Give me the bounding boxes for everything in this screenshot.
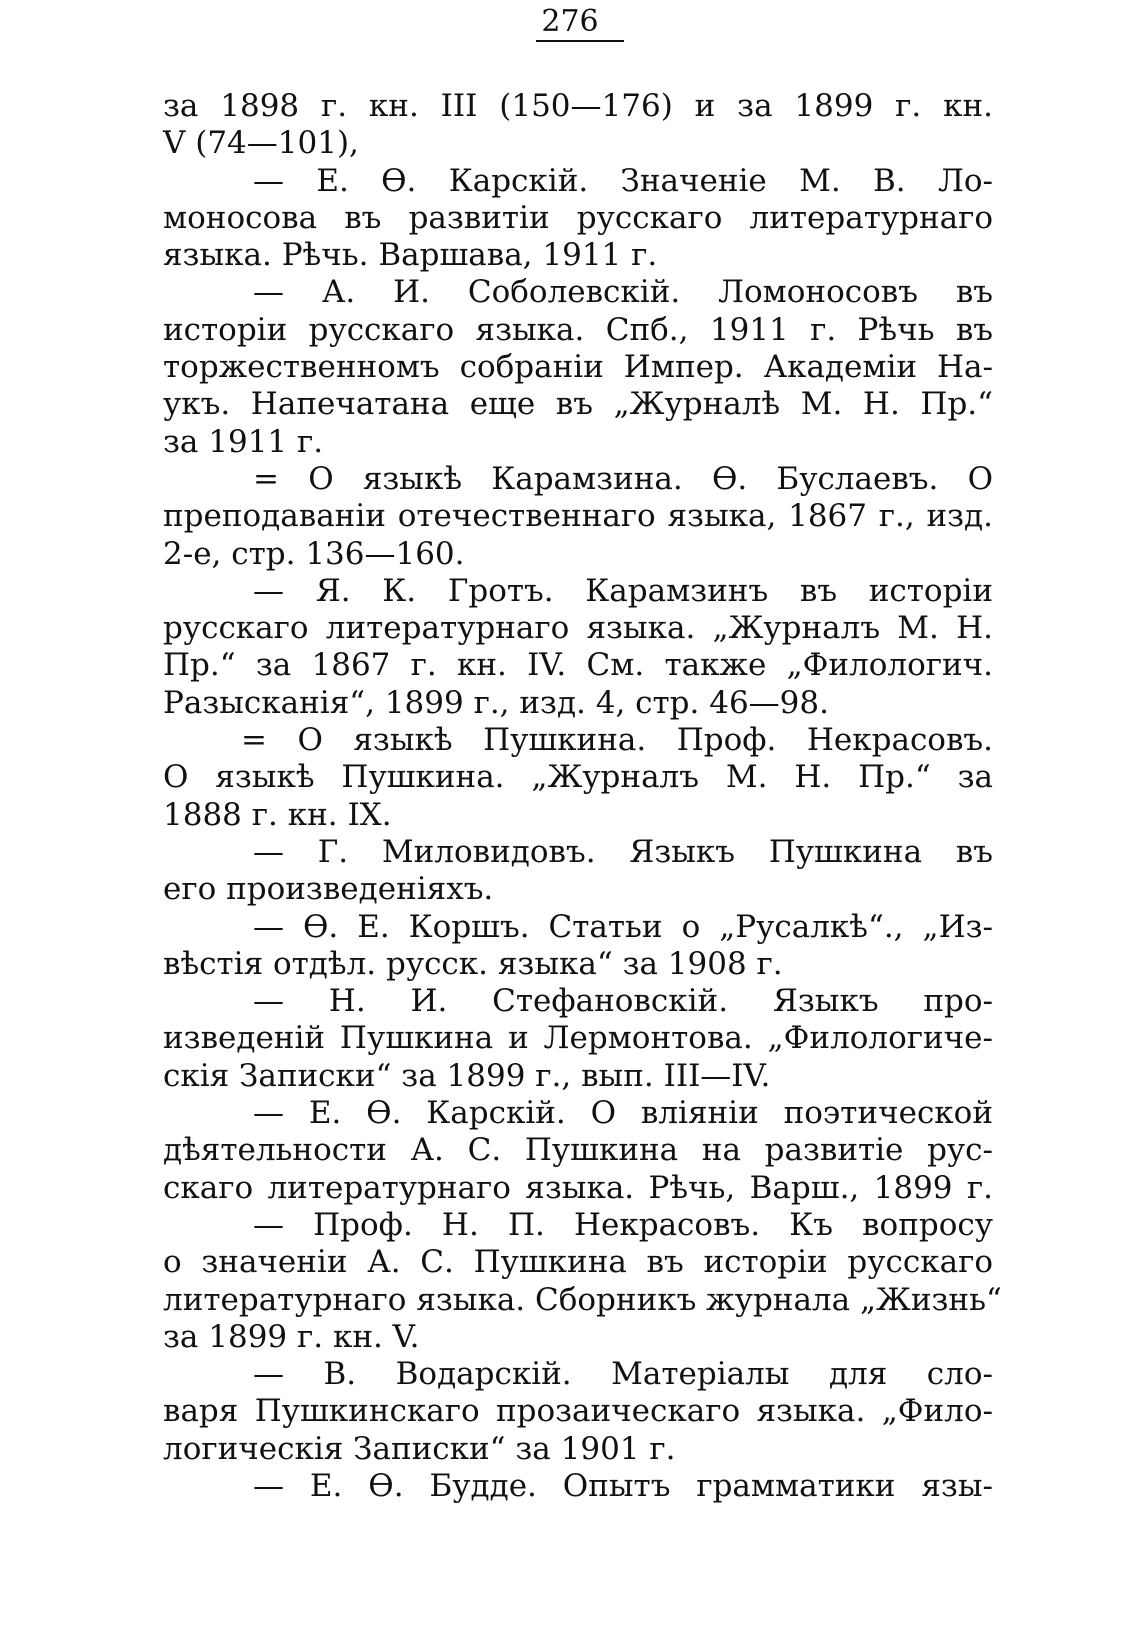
text-line: варя Пушкинскаго прозаическаго языка. „Фило- [163,1393,993,1430]
text-line: дѣятельности А. С. Пушкина на развитіе рус- [163,1132,993,1169]
text-line: — Я. К. Гротъ. Карамзинъ въ исторіи [253,572,993,609]
text-line: за 1899 г. кн. V. [163,1318,420,1355]
text-line: моносова въ развитіи русскаго литературнаго [163,199,993,236]
text-line: логическія Записки“ за 1901 г. [163,1430,676,1467]
text-line: скаго литературнаго языка. Рѣчь, Варш., 1899 г. [163,1169,993,1206]
text-line: О языкѣ Пушкина. „Журналъ М. Н. Пр.“ за [163,759,993,796]
page-number-underline [536,40,624,42]
text-line: за 1898 г. кн. III (150—176) и за 1899 г. кн. [163,88,993,124]
text-line: русскаго литературнаго языка. „Журналъ М. Н. [163,610,993,647]
text-line: — Проф. Н. П. Некрасовъ. Къ вопросу [253,1206,993,1243]
text-line: Пр.“ за 1867 г. кн. IV. См. также „Филологич. [163,647,993,684]
text-line: литературнаго языка. Сборникъ журнала „Жизнь“ [163,1281,1002,1318]
text-line: скія Записки“ за 1899 г., вып. III—IV. [163,1057,771,1094]
bibliography-text [163,88,1002,1505]
text-line: исторіи русскаго языка. Спб., 1911 г. Рѣчь въ [163,311,993,348]
text-line: изведеній Пушкина и Лермонтова. „Филологиче- [163,1020,993,1057]
text-line: — Е. Ѳ. Карскій. О вліяніи поэтической [253,1095,993,1132]
text-line: языка. Рѣчь. Варшава, 1911 г. [163,237,658,274]
text-line: 1888 г. кн. IX. [163,796,392,833]
text-line: вѣстія отдѣл. русск. языка“ за 1908 г. [163,945,783,982]
text-line: о значеніи А. С. Пушкина въ исторіи русскаго [163,1244,993,1281]
text-line: укъ. Напечатана еще въ „Журналѣ М. Н. Пр.“ [163,386,993,423]
text-line: — А. И. Соболевскій. Ломоносовъ въ [253,274,993,311]
text-line: торжественномъ собраніи Импер. Академіи На- [163,349,993,386]
page-number: 276 [541,4,599,39]
text-line: — В. Водарскій. Матеріалы для сло- [253,1356,993,1393]
text-line: 2-е, стр. 136—160. [163,535,465,572]
text-line: — Г. Миловидовъ. Языкъ Пушкина въ [253,833,993,870]
text-line: Разысканія“, 1899 г., изд. 4, стр. 46—98. [163,684,829,721]
text-line: преподаваніи отечественнаго языка, 1867 г., изд. [163,498,993,535]
text-line: — Н. И. Стефановскій. Языкъ про- [253,983,993,1020]
text-line: = О языкѣ Пушкина. Проф. Некрасовъ. [241,722,993,759]
text-line: — Е. Ѳ. Будде. Опытъ грамматики язы- [253,1467,993,1504]
text-line: за 1911 г. [163,423,324,460]
text-line: — Ѳ. Е. Коршъ. Статьи о „Русалкѣ“., „Из- [253,908,993,945]
text-line: V (74—101), [163,125,359,162]
text-line: = О языкѣ Карамзина. Ѳ. Буслаевъ. О [253,460,993,497]
text-line: — Е. Ѳ. Карскій. Значеніе М. В. Ло- [253,162,993,199]
text-line: его произведеніяхъ. [163,871,494,908]
